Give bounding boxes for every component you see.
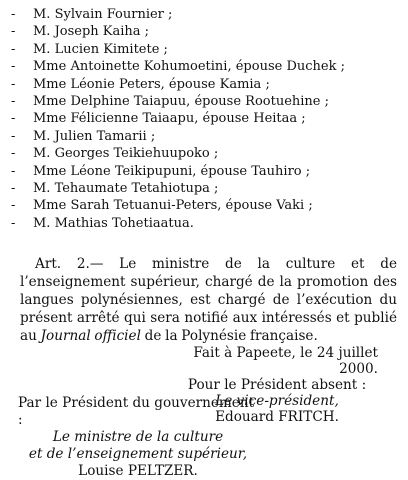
list-item-text: M. Mathias Tohetiaatua. [33,215,194,231]
president-absent-line: Pour le Président absent : [187,377,367,393]
countersign-intro: Par le Président du gouvernement : [18,395,255,428]
list-bullet: - [11,24,16,40]
list-item-text: M. Lucien Kimitete ; [33,41,168,57]
list-bullet: - [11,198,16,214]
list-item [11,41,401,58]
list-item [11,76,401,93]
list-item [11,145,401,162]
list-item-text: Mme Léonie Peters, épouse Kamia ; [33,76,270,92]
list-bullet: - [11,76,16,92]
appointee-list [11,6,401,232]
countersignature-block [18,395,258,480]
list-item-text: Mme Léone Teikipupuni, épouse Tauhiro ; [33,163,311,179]
list-item [11,93,401,110]
journal-officiel-title: Journal officiel [40,328,141,344]
list-item [11,128,401,145]
article-text-after: de la Polynésie française. [140,328,318,344]
list-bullet: - [11,128,16,144]
list-item-text: M. Georges Teikiehuupoko ; [33,146,219,162]
article-2-paragraph [20,255,397,345]
list-item-text: Mme Antoinette Kohumoetini, épouse Duchek ; [33,59,345,75]
list-item-text: M. Julien Tamarii ; [33,128,156,144]
list-item-text: M. Joseph Kaiha ; [33,24,150,40]
list-item-text: Mme Félicienne Taiaapu, épouse Heitaa ; [33,111,306,127]
list-bullet: - [11,59,16,75]
list-item [11,197,401,214]
list-item-text: M. Tehaumate Tetahiotupa ; [33,180,219,196]
countersign-role-line-1: Le ministre de la culture [52,429,224,445]
list-bullet: - [11,41,16,57]
list-item [11,163,401,180]
list-item-text: Mme Delphine Taiapuu, épouse Rootuehine ; [33,93,329,109]
list-bullet: - [11,93,16,109]
countersign-name: Louise PELTZER. [78,463,198,479]
signatory-name: Edouard FRITCH. [215,409,339,425]
list-bullet: - [11,111,16,127]
list-bullet: - [11,215,16,231]
signatory-role: Le vice-président, [215,393,339,409]
list-item [11,180,401,197]
list-item-text: Mme Sarah Tetuanui-Peters, épouse Vaki ; [33,198,313,214]
list-bullet: - [11,180,16,196]
list-bullet: - [11,163,16,179]
list-item [11,58,401,75]
place-date: Fait à Papeete, le 24 juillet 2000. [193,345,378,377]
article-text-before: Art. 2.— Le ministre de la culture et de l’enseignement supérieur, chargé de la promotion des langues polynésiennes, est chargé de l’exécution du présent arrêté qui sera notifié aux intéressés et publié au [20,256,397,344]
list-item-text: M. Sylvain Fournier ; [33,7,173,22]
list-item [11,110,401,127]
list-bullet: - [11,7,16,22]
list-bullet: - [11,146,16,162]
list-item [11,215,401,232]
list-item [11,23,401,40]
list-item [11,6,401,23]
countersign-role-line-2: et de l’enseignement supérieur, [28,446,248,462]
